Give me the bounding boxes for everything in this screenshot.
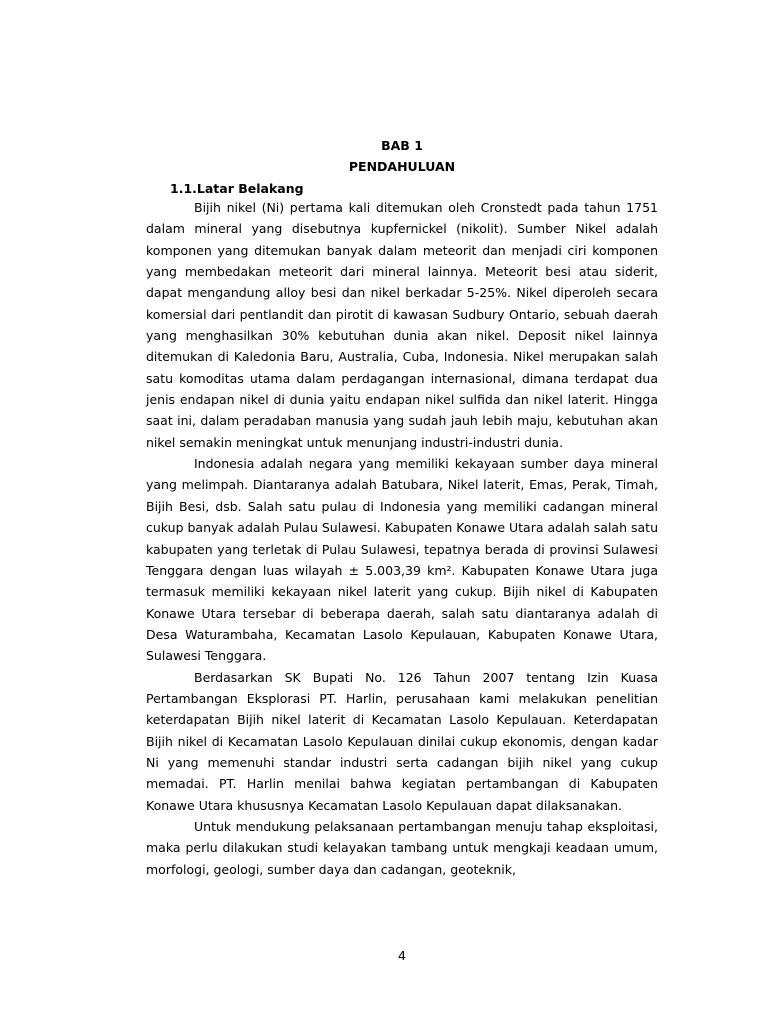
paragraph: Indonesia adalah negara yang memiliki kekayaan sumber daya mineral yang melimpah. Diantaranya adalah Batubara, Nikel laterit, Emas, Perak, Timah, Bijih Besi, dsb. Salah satu pulau di Indonesia yang memiliki cadangan mineral cukup banyak adalah Pulau Sulawesi. Kabupaten Konawe Utara adalah salah satu kabupaten yang terletak di Pulau Sulawesi, tepatnya berada di provinsi Sulawesi Tenggara dengan luas wilayah ± 5.003,39 km². Kabupaten Konawe Utara juga termasuk memiliki kekayaan nikel laterit yang cukup. Bijih nikel di Kabupaten Konawe Utara tersebar di beberapa daerah, salah satu diantaranya adalah di Desa Waturambaha, Kecamatan Lasolo Kepulauan, Kabupaten Konawe Utara, Sulawesi Tenggara. bbox=[146, 456, 658, 664]
body-text bbox=[146, 197, 658, 880]
page-number: 4 bbox=[398, 948, 406, 963]
paragraph: Bijih nikel (Ni) pertama kali ditemukan oleh Cronstedt pada tahun 1751 dalam mineral yang disebutnya kupfernickel (nikolit). Sumber Nikel adalah komponen yang ditemukan banyak dalam meteorit dan menjadi ciri komponen yang membedakan meteorit dari mineral lainnya. Meteorit besi atau siderit, dapat mengandung alloy besi dan nikel berkadar 5-25%. Nikel diperoleh secara komersial dari pentlandit dan pirotit di kawasan Sudbury Ontario, sebuah daerah yang menghasilkan 30% kebutuhan dunia akan nikel. Deposit nikel lainnya ditemukan di Kaledonia Baru, Australia, Cuba, Indonesia. Nikel merupakan salah satu komoditas utama dalam perdagangan internasional, dimana terdapat dua jenis endapan nikel di dunia yaitu endapan nikel sulfida dan nikel laterit. Hingga saat ini, dalam peradaban manusia yang sudah jauh lebih maju, kebutuhan akan nikel semakin meningkat untuk menunjang industri-industri dunia. bbox=[146, 200, 658, 450]
section-title: 1.1.Latar Belakang bbox=[170, 181, 304, 196]
paragraph: Berdasarkan SK Bupati No. 126 Tahun 2007 tentang Izin Kuasa Pertambangan Eksplorasi PT. Harlin, perusahaan kami melakukan penelitian keterdapatan Bijih nikel laterit di Kecamatan Lasolo Kepulauan. Keterdapatan Bijih nikel di Kecamatan Lasolo Kepulauan dinilai cukup ekonomis, dengan kadar Ni yang memenuhi standar industri serta cadangan bijih nikel yang cukup memadai. PT. Harlin menilai bahwa kegiatan pertambangan di Kabupaten Konawe Utara khususnya Kecamatan Lasolo Kepulauan dapat dilaksanakan. bbox=[146, 669, 658, 813]
paragraph: Untuk mendukung pelaksanaan pertambangan menuju tahap eksploitasi, maka perlu dilakukan studi kelayakan tambang untuk mengkaji keadaan umum, morfologi, geologi, sumber daya dan cadangan, geoteknik, bbox=[146, 818, 658, 877]
chapter-title: PENDAHULUAN bbox=[348, 159, 456, 174]
chapter-label: BAB 1 bbox=[381, 138, 423, 153]
